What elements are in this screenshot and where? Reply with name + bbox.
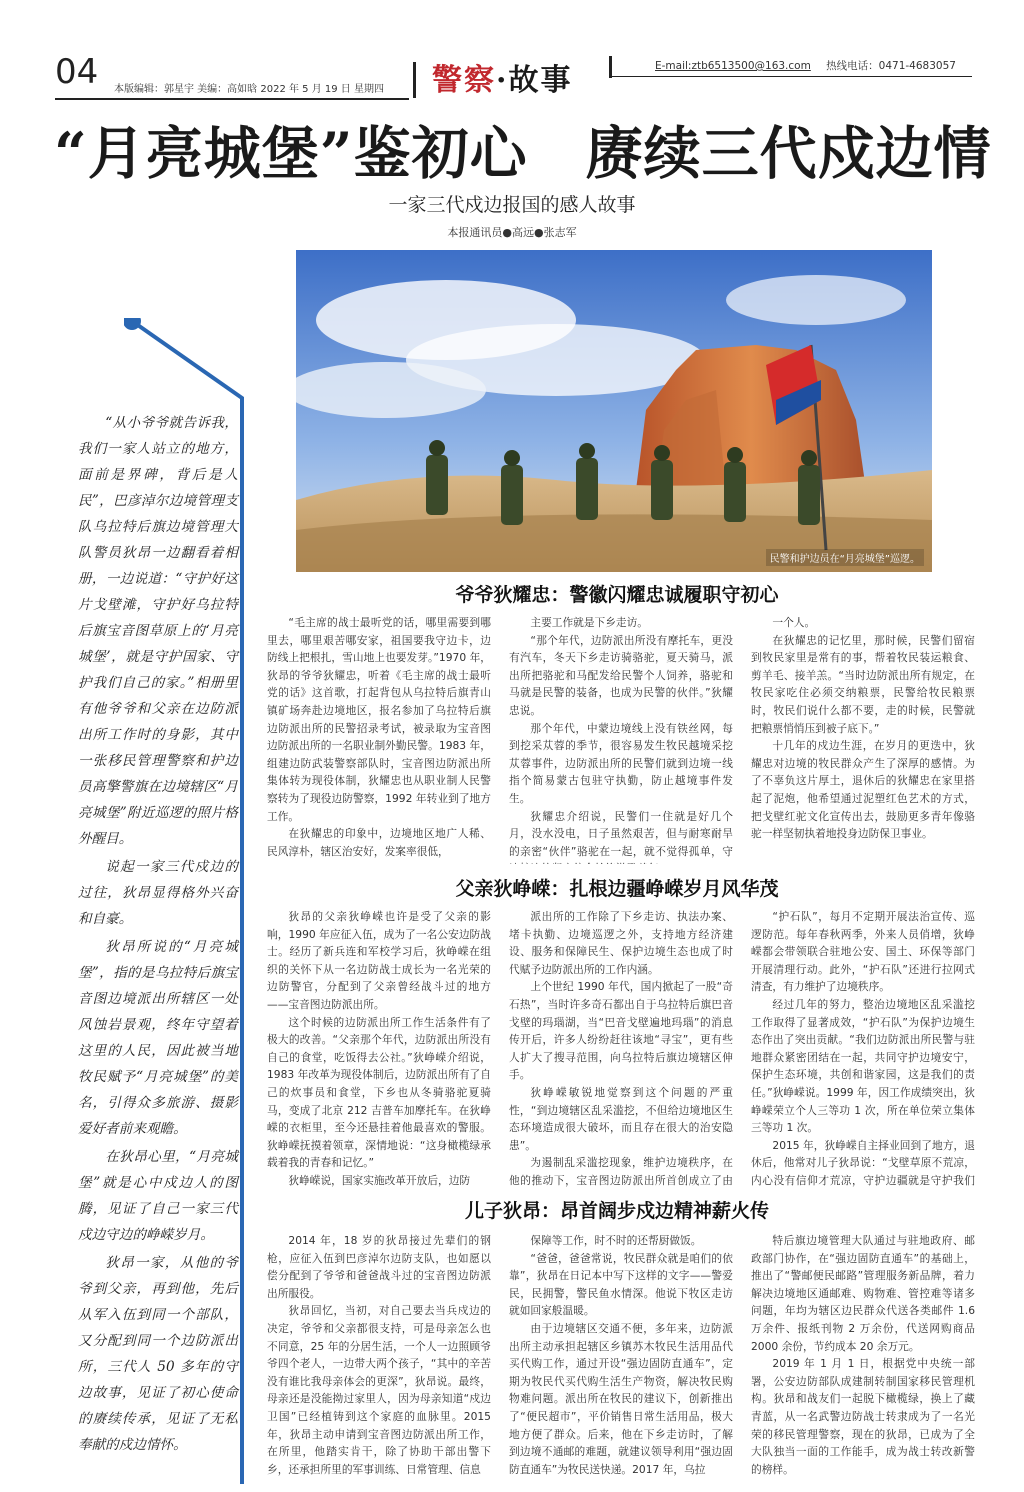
paragraph: “毛主席的战士最听党的话，哪里需要到哪里去，哪里艰苦哪安家，祖国要我守边卡，边防线上把根扎，雪山地上也要发芽。”1970 年，狄昂的爷爷狄耀忠，听着《毛主席的战士最听党的话》这首歌，打起背包从乌拉特后旗青山镇矿场奔赴边境地区，报名参加了乌拉特后旗边防派出所的民警招录考试，被录取为宝音图边防派出所的一名职业制外勤民警。1983 年，组建边防武装警察部队时，宝音图边防派出所集体转为现役体制，狄耀忠也从职业制人民警察转为了现役边防警察，1992 年转业到了地方工作。	[267, 616, 491, 823]
section-body-son	[267, 1232, 975, 1480]
photo-illustration	[296, 250, 932, 572]
paragraph: 狄耀忠介绍说，民警们一住就是好几个月，没水没电，日子虽然艰苦，但与耐寒耐旱的亲密“伙伴”骆驼在一起，就不觉得孤单，守	[509, 809, 733, 858]
section-title	[432, 55, 572, 99]
sidebar-paragraph: 狄昂一家，从他的爷爷到父亲，再到他，先后从军入伍到同一个部队，又分配到同一个边防派出所，三代人 50 多年的守边故事，见证了初心使命的赓续传承，见证了无私奉献的戍边情怀。	[78, 1255, 238, 1453]
paragraph: 2014 年，18 岁的狄昂接过先辈们的钢枪，应征入伍到巴彦淖尔边防支队，也如愿以偿分配到了爷爷和爸爸战斗过的宝音图边防派出所服役。	[267, 1234, 491, 1300]
header-divider	[413, 62, 416, 98]
text-column	[751, 614, 975, 864]
paragraph: 经过几年的努力，整治边境地区乱采滥挖工作取得了显著成效，“护石队”为保护边境生态作出了突出贡献。“我们边防派出所民警与驻地群众紧密团结在一起，共同守护边境安宁，保护生态环境，共创和谐家园，这是我们的责任。”狄峥嵘说。1999 年，因工作成绩突出，狄峥嵘荣立个人三等功 1 次，所在单位荣立集体三等功 1 次。	[751, 997, 975, 1135]
paragraph: 在狄耀忠的记忆里，那时候，民警们留宿到牧民家里是常有的事，帮着牧民装运粮食、剪羊毛、接羊羔。“当时边防派出所有规定，在牧民家吃住必须交纳粮票，民警给牧民粮票时，牧民们说什么都不要，走的时候，民警就把粮票悄悄压到被子底下。”	[751, 633, 975, 735]
section-title-black: 故事	[508, 63, 573, 98]
section-title-sep: ·	[496, 63, 509, 98]
paragraph: 2015 年，狄峥嵘自主择业回到了地方，退休后，他常对儿子狄昂说：“戈壁草原不荒凉，内心没有信仰才荒凉，守护边疆就是守护我们	[751, 1138, 975, 1187]
section-heading-grandfather: 爷爷狄耀忠：警徽闪耀忠诚履职守初心	[455, 584, 779, 606]
photo-caption: 民警和护边员在“月亮城堡”巡逻。	[766, 549, 924, 566]
paragraph: 上个世纪 1990 年代，国内掀起了一股“奇石热”，当时许多奇石都出自于乌拉特后旗巴音戈壁的玛瑙湖，当“巴音戈壁遍地玛瑙”的消息传开后，许多人纷纷赶往该地“寻宝”，更有些人扩大了搜寻范围，向乌拉特后旗边境辖区伸手。	[509, 980, 733, 1082]
sidebar-paragraph: “从小爷爷就告诉我，我们一家人站立的地方，面前是界碑，背后是人民”，巴彦淖尔边境管理支队乌拉特后旗边境管理大队警员狄昂一边翻看着相册，一边说道：“守护好这片戈壁滩，守护好乌拉特后旗宝音图草原上的‘月亮城堡’，就是守护国家、守护我们自己的家。”相册里有他爷爷和父亲在边防派出所工作时的身影，其中一张移民管理警察和护边员高擎警旗在边境辖区“月亮城堡”附近巡逻的照片格外醒目。	[78, 415, 238, 847]
text-column	[509, 908, 733, 1188]
paragraph: “爸爸，爸爸常说，牧民群众就是咱们的依靠”，狄昂在日记本中写下这样的文字——警爱民，民拥警，警民鱼水情深。他说下牧区走访就如回家般温暖。	[509, 1251, 733, 1318]
headline: “月亮城堡”鉴初心 赓续三代戍边情	[54, 120, 992, 187]
paragraph: 那个年代，中蒙边境线上没有铁丝网，每到挖采苁蓉的季节，很容易发生牧民越境采挖苁蓉事件，边防派出所的民警们就到边境一线指个简易蒙古包驻守执勤，防止越境事件发生。	[509, 721, 733, 805]
section-body-father	[267, 908, 975, 1188]
header-rule	[55, 98, 409, 100]
paragraph: “护石队”，每月不定期开展法治宣传、巡逻防范。每年春秋两季，外来人员俏增，狄峥嵘都会带领联合驻地公安、国土、环保等部门开展清理行动。此外，“护石队”还进行拉网式清查，有力维护了边境秩序。	[751, 910, 975, 994]
text-column	[267, 1232, 491, 1480]
paragraph: 狄昂回忆，当初，对自己要去当兵戍边的决定，爷爷和父亲都很支持，可是母亲怎么也不同意，25 年的分居生活，一个人一边照顾爷爷四个老人，一边带大两个孩子，“其中的辛苦没有谁比我母亲体会的更深”，狄昂说。最终，母亲还是没能拗过家里人，因为母亲知道“戍边卫国”已经植铸到这个家庭的血脉里。2015 年，狄昂主动申请到宝音图边防派出所工作，在所里，他踏实肯干，除了协助干部出警下乡，还承担所里的军事训练、日常管理、信息	[267, 1304, 491, 1476]
paragraph: 在狄耀忠的印象中，边境地区地广人稀、民风淳朴，辖区治安好，发案率很低，	[267, 827, 491, 858]
paragraph: 由于边境辖区交通不便，多年来，边防派出所主动承担起辖区乡镇苏木牧民生活用品代买代购工作，通过开设“强边固防直通车”，定期为牧民代买代购生活生产物资，解决牧民购物难问题。派出所在牧民的建议下，创新推出了“便民超市”，平价销售日常生活用品，极大地方便了群众。后来，他在下乡走访时，了解到边境不通邮的难题，就建议领导利用“强边固防直通车”为牧民送快递。2017 年，乌拉	[509, 1321, 733, 1476]
sidebar-paragraph: 狄昂所说的“月亮城堡”，指的是乌拉特后旗宝音图边境派出所辖区一处风蚀岩景观，终年守望着这里的人民，因此被当地牧民赋予“月亮城堡”的美名，引得众多旅游、摄影爱好者前来观瞻。	[78, 939, 238, 1137]
text-column	[509, 1232, 733, 1480]
section-body-grandfather	[267, 614, 975, 864]
byline: 本报通讯员●高远●张志军	[447, 226, 577, 239]
paragraph: “那个年代，边防派出所没有摩托车，更没有汽车，冬天下乡走访骑骆驼，夏天骑马，派出所把骆驼和马配发给民警个人饲养，骆驼和马就是民警的装备，也成为民警的伙伴。”狄耀忠说。	[509, 633, 733, 717]
email-link[interactable]: E-mail:ztb6513500@163.com	[655, 60, 811, 72]
paragraph: 这个时候的边防派出所工作生活条件有了极大的改善。“父亲那个年代，边防派出所没有自己的食堂，吃饭得去公社。”狄峥嵘介绍说，1983 年改革为现役体制后，边防派出所有了自己的炊事员和食堂，下乡也从冬骑骆驼夏骑马，变成了北京 212 吉普车加摩托车。在狄峥嵘的衣柜里，至今还悬挂着他最喜欢的警服。狄峥嵘抚摸着领章，深情地说：“这身橄榄绿承载着我的青春和记忆。”	[267, 1015, 491, 1170]
sidebar-paragraph: 说起一家三代戍边的过往，狄昂显得格外兴奋和自豪。	[78, 859, 238, 927]
sidebar-intro	[78, 410, 238, 1460]
paragraph: 一个人。	[772, 616, 816, 629]
text-column	[751, 1232, 975, 1480]
sidebar-paragraph: 在狄昂心里，“月亮城堡”就是心中戍边人的图腾，见证了自己一家三代戍边守边的峥嵘岁月。	[78, 1149, 238, 1243]
subheadline: 一家三代戍边报国的感人故事	[388, 194, 636, 216]
hotline: 热线电话：0471-4683057	[826, 60, 956, 72]
section-heading-son: 儿子狄昂：昂首阔步戍边精神薪火传	[464, 1200, 769, 1222]
paragraph: 为遏制乱采滥挖现象，维护边境秩序，在他的推动下，宝音图边防派出所首创成立了由	[509, 1156, 733, 1187]
paragraph: 狄峥嵘说，国家实施改革开放后，边防	[288, 1173, 471, 1187]
header-rule-right	[612, 76, 972, 77]
paragraph: 2019 年 1 月 1 日，根据党中央统一部署，公安边防部队成建制转制国家移民管理机构。狄昂和战友们一起脱下橄榄绿，换上了藏青蓝，从一名武警边防战士转隶成为了一名光荣的移民管理警察，现在的狄昂，已成为了全大队独当一面的工作能手，成为战士转改新警的榜样。	[751, 1357, 975, 1476]
lead-photo	[296, 250, 932, 572]
paragraph: 派出所的工作除了下乡走访、执法办案、堵卡执勤、边境巡逻之外，支持地方经济建设、服务和保障民生、保护边境生态也成了时代赋予边防派出所的工作内涵。	[509, 910, 733, 976]
paragraph: 狄峥嵘敏锐地觉察到这个问题的严重性，“到边境辖区乱采滥挖，不但给边境地区生态环境造成很大破坏，而且存在很大的治安隐患”。	[509, 1085, 733, 1152]
text-column	[509, 614, 733, 864]
text-column	[267, 614, 491, 864]
section-title-red: 警察	[432, 63, 496, 98]
text-column	[751, 908, 975, 1188]
text-column	[267, 908, 491, 1188]
section-heading-father: 父亲狄峥嵘：扎根边疆峥嵘岁月风华茂	[455, 878, 779, 900]
contact-info	[655, 58, 956, 73]
page-number: 04	[55, 52, 99, 92]
paragraph: 主要工作就是下乡走访。	[530, 616, 648, 629]
editor-credits: 本版编辑：郭星宇 美编：高如晗 2022 年 5 月 19 日 星期四	[114, 84, 384, 95]
paragraph: 狄昂的父亲狄峥嵘也许是受了父亲的影响，1990 年应征入伍，成为了一名公安边防战士。经历了新兵连和军校学习后，狄峥嵘在组织的关怀下从一名边防战士成长为一名光荣的边防警官，分配到了父亲曾经战斗过的地方——宝音图边防派出所。	[267, 910, 491, 1011]
paragraph: 十几年的戍边生涯，在岁月的更迭中，狄耀忠对边境的牧民群众产生了深厚的感情。为了不辜负这片厚土，退休后的狄耀忠在家里搭起了泥炮，他希望通过泥塑红色艺术的方式，把戈壁红驼文化宣传出去，鼓励更多青年像骆驼一样坚韧执着地投身边防保卫事业。	[751, 739, 975, 841]
header-divider-right	[609, 56, 612, 78]
paragraph: 保障等工作，时不时的还帮厨做饭。	[530, 1234, 702, 1247]
paragraph: 特后旗边境管理大队通过与驻地政府、邮政部门协作，在“强边固防直通车”的基础上，推出了“警邮便民邮路”管理服务新品牌，着力解决边境地区通邮难、购物难、管控难等诸多问题，年均为辖区边民群众代送各类邮件 1.6 万余件、报纸刊物 2 万余份，代送网购商品 2000 余份，节约成本 20 余万元。	[751, 1234, 975, 1353]
